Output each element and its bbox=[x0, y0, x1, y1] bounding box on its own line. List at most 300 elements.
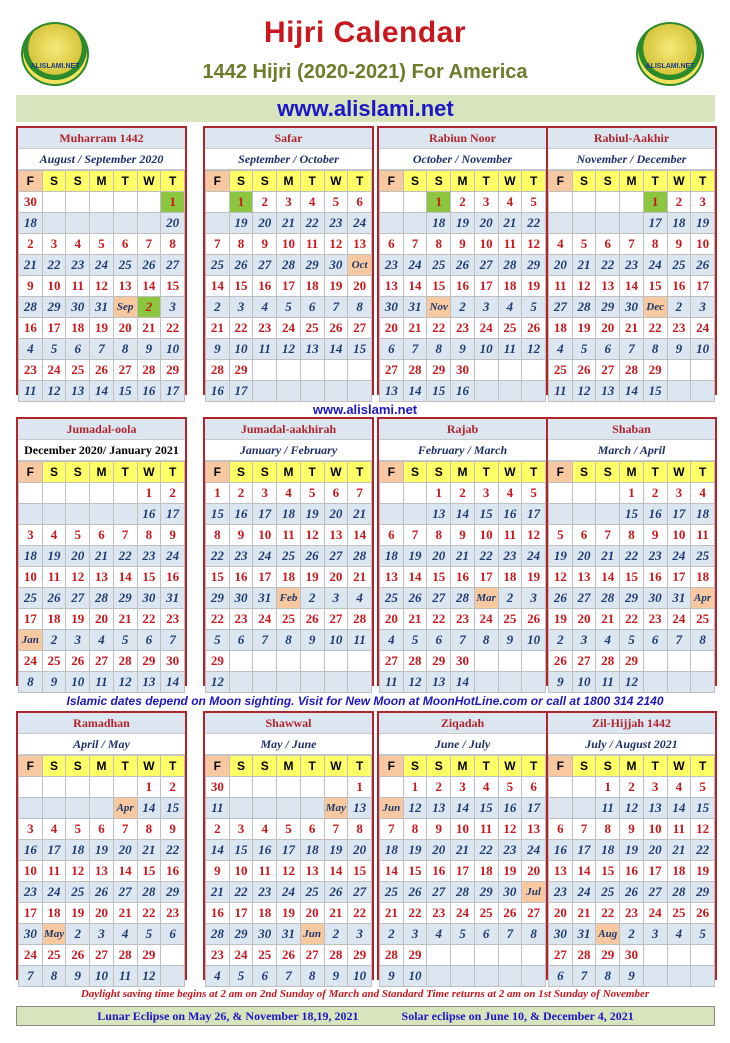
gregorian-day-cell: 15 bbox=[474, 504, 498, 525]
hijri-day-cell: 7 bbox=[596, 525, 620, 546]
weekday-header: W bbox=[498, 756, 522, 777]
gregorian-day-cell: 19 bbox=[549, 546, 573, 567]
gregorian-day-cell: 11 bbox=[19, 381, 43, 402]
gregorian-day-cell: 4 bbox=[90, 630, 114, 651]
month-name: Safar bbox=[205, 128, 372, 149]
weekday-header: F bbox=[380, 171, 404, 192]
hijri-day-cell bbox=[522, 651, 546, 672]
gregorian-day-cell bbox=[90, 798, 114, 819]
gregorian-day-cell: 13 bbox=[643, 798, 667, 819]
gregorian-day-cell: 8 bbox=[19, 672, 43, 693]
weekday-header: T bbox=[300, 756, 324, 777]
mid-website-link[interactable]: www.alislami.net bbox=[312, 402, 418, 417]
gregorian-day-cell: 13 bbox=[427, 672, 451, 693]
hijri-day-cell: 7 bbox=[380, 819, 404, 840]
hijri-day-cell: 15 bbox=[596, 861, 620, 882]
gregorian-day-cell: 19 bbox=[90, 840, 114, 861]
hijri-day-cell: 30 bbox=[19, 192, 43, 213]
gregorian-day-cell bbox=[19, 504, 43, 525]
hijri-day-cell: 6 bbox=[380, 525, 404, 546]
gregorian-day-cell: 14 bbox=[137, 798, 161, 819]
gregorian-months: June / July bbox=[379, 734, 546, 755]
hijri-day-cell: 1 bbox=[596, 777, 620, 798]
gregorian-day-cell: 23 bbox=[643, 546, 667, 567]
gregorian-week-row bbox=[19, 840, 185, 861]
hijri-day-cell bbox=[161, 945, 185, 966]
gregorian-day-cell: 24 bbox=[253, 546, 277, 567]
hijri-day-cell: 9 bbox=[643, 525, 667, 546]
hijri-day-cell: 26 bbox=[691, 903, 715, 924]
hijri-day-cell: 29 bbox=[403, 945, 427, 966]
weekday-header: F bbox=[19, 756, 43, 777]
gregorian-day-cell: 24 bbox=[161, 546, 185, 567]
hijri-day-cell: 11 bbox=[300, 234, 324, 255]
hijri-day-cell: 2 bbox=[667, 192, 691, 213]
gregorian-day-cell: 3 bbox=[572, 630, 596, 651]
hijri-day-cell: 19 bbox=[522, 567, 546, 588]
gregorian-day-cell: 5 bbox=[137, 924, 161, 945]
hijri-day-cell: 10 bbox=[691, 234, 715, 255]
gregorian-week-row bbox=[19, 255, 185, 276]
hijri-day-cell bbox=[596, 192, 620, 213]
gregorian-day-cell: 26 bbox=[42, 588, 66, 609]
weekday-header: F bbox=[380, 756, 404, 777]
gregorian-day-cell: 23 bbox=[19, 882, 43, 903]
hijri-day-cell: 5 bbox=[66, 525, 90, 546]
hijri-day-cell: 15 bbox=[206, 567, 230, 588]
gregorian-day-cell: 28 bbox=[19, 297, 43, 318]
gregorian-day-cell: Aug bbox=[596, 924, 620, 945]
gregorian-day-cell: 20 bbox=[427, 546, 451, 567]
hijri-day-cell: 15 bbox=[620, 567, 644, 588]
hijri-week-row bbox=[549, 609, 715, 630]
hijri-week-row bbox=[549, 525, 715, 546]
hijri-day-cell: 14 bbox=[572, 861, 596, 882]
gregorian-day-cell: 2 bbox=[300, 588, 324, 609]
gregorian-day-cell: 26 bbox=[90, 882, 114, 903]
gregorian-day-cell: 28 bbox=[90, 588, 114, 609]
gregorian-week-row bbox=[19, 213, 185, 234]
hijri-day-cell bbox=[229, 777, 253, 798]
gregorian-day-cell: 8 bbox=[113, 339, 137, 360]
gregorian-day-cell: 31 bbox=[572, 924, 596, 945]
gregorian-day-cell: 10 bbox=[66, 672, 90, 693]
hijri-day-cell: 4 bbox=[691, 483, 715, 504]
gregorian-day-cell bbox=[113, 504, 137, 525]
hijri-day-cell: 18 bbox=[42, 903, 66, 924]
gregorian-day-cell: 19 bbox=[403, 546, 427, 567]
hijri-day-cell: 5 bbox=[300, 483, 324, 504]
gregorian-day-cell: 6 bbox=[643, 630, 667, 651]
gregorian-day-cell: 17 bbox=[42, 840, 66, 861]
gregorian-day-cell: 6 bbox=[427, 630, 451, 651]
hijri-day-cell: 22 bbox=[643, 318, 667, 339]
gregorian-day-cell: 20 bbox=[324, 504, 348, 525]
hijri-day-cell: 17 bbox=[667, 567, 691, 588]
hijri-day-cell: 24 bbox=[19, 651, 43, 672]
hijri-day-cell: 23 bbox=[229, 609, 253, 630]
gregorian-day-cell bbox=[324, 381, 348, 402]
hijri-day-cell: 12 bbox=[66, 861, 90, 882]
gregorian-day-cell: 28 bbox=[451, 588, 475, 609]
hijri-day-cell bbox=[643, 651, 667, 672]
gregorian-week-row bbox=[549, 630, 715, 651]
gregorian-day-cell: 5 bbox=[277, 297, 301, 318]
hijri-day-cell bbox=[42, 192, 66, 213]
hijri-day-cell: 13 bbox=[549, 861, 573, 882]
gregorian-day-cell: 27 bbox=[66, 588, 90, 609]
hijri-day-cell: 26 bbox=[90, 360, 114, 381]
gregorian-day-cell: 25 bbox=[113, 255, 137, 276]
gregorian-week-row bbox=[19, 798, 185, 819]
gregorian-day-cell: 24 bbox=[522, 546, 546, 567]
weekday-header: S bbox=[66, 756, 90, 777]
hijri-day-cell: 29 bbox=[137, 945, 161, 966]
gregorian-day-cell: 21 bbox=[667, 840, 691, 861]
gregorian-day-cell: 12 bbox=[137, 966, 161, 987]
gregorian-day-cell: 4 bbox=[253, 297, 277, 318]
hijri-day-cell: 20 bbox=[348, 276, 372, 297]
gregorian-day-cell: 22 bbox=[474, 546, 498, 567]
gregorian-day-cell: 11 bbox=[498, 339, 522, 360]
alislami-logo-right[interactable] bbox=[636, 22, 704, 86]
hijri-day-cell: 20 bbox=[324, 567, 348, 588]
hijri-day-cell: 28 bbox=[113, 651, 137, 672]
hijri-day-cell: 18 bbox=[277, 567, 301, 588]
hijri-day-cell: 9 bbox=[19, 276, 43, 297]
hijri-day-cell: 7 bbox=[137, 234, 161, 255]
gregorian-day-cell: 14 bbox=[451, 798, 475, 819]
gregorian-week-row bbox=[380, 339, 546, 360]
hijri-day-cell: 11 bbox=[474, 819, 498, 840]
weekday-header: T bbox=[348, 462, 372, 483]
hijri-day-cell: 27 bbox=[572, 651, 596, 672]
hijri-day-cell: 2 bbox=[206, 819, 230, 840]
hijri-day-cell: 2 bbox=[451, 483, 475, 504]
gregorian-day-cell: 24 bbox=[42, 882, 66, 903]
gregorian-day-cell: 14 bbox=[451, 504, 475, 525]
weekday-header: S bbox=[596, 462, 620, 483]
gregorian-day-cell: 23 bbox=[324, 213, 348, 234]
gregorian-day-cell: 10 bbox=[161, 339, 185, 360]
gregorian-day-cell bbox=[572, 504, 596, 525]
solar-eclipse-note: Solar eclipse on June 10, & December 4, 2021 bbox=[401, 1009, 634, 1023]
gregorian-day-cell: 8 bbox=[474, 630, 498, 651]
gregorian-week-row bbox=[19, 672, 185, 693]
hijri-day-cell: 1 bbox=[403, 777, 427, 798]
gregorian-day-cell: 16 bbox=[549, 840, 573, 861]
hijri-day-cell: 12 bbox=[522, 525, 546, 546]
gregorian-day-cell: 3 bbox=[161, 297, 185, 318]
weekday-header: T bbox=[474, 462, 498, 483]
hijri-day-cell: 15 bbox=[348, 861, 372, 882]
gregorian-day-cell: 14 bbox=[206, 840, 230, 861]
gregorian-months: February / March bbox=[379, 440, 546, 461]
gregorian-day-cell bbox=[691, 672, 715, 693]
hijri-day-cell bbox=[498, 651, 522, 672]
gregorian-day-cell: 18 bbox=[19, 213, 43, 234]
gregorian-day-cell: 26 bbox=[229, 255, 253, 276]
gregorian-day-cell: 27 bbox=[643, 882, 667, 903]
gregorian-day-cell: 31 bbox=[667, 588, 691, 609]
website-link[interactable]: www.alislami.net bbox=[16, 95, 715, 122]
gregorian-day-cell: 24 bbox=[572, 882, 596, 903]
month-block bbox=[546, 711, 717, 983]
hijri-week-row bbox=[380, 276, 546, 297]
hijri-day-cell: 8 bbox=[161, 234, 185, 255]
hijri-day-cell: 26 bbox=[522, 318, 546, 339]
hijri-week-row bbox=[380, 945, 546, 966]
gregorian-day-cell: 30 bbox=[324, 255, 348, 276]
gregorian-day-cell: 11 bbox=[348, 630, 372, 651]
gregorian-day-cell: 7 bbox=[19, 966, 43, 987]
gregorian-day-cell: 8 bbox=[691, 630, 715, 651]
gregorian-day-cell: 7 bbox=[403, 339, 427, 360]
hijri-day-cell: 23 bbox=[667, 318, 691, 339]
hijri-day-cell bbox=[522, 945, 546, 966]
gregorian-day-cell: 19 bbox=[403, 840, 427, 861]
hijri-day-cell: 10 bbox=[667, 525, 691, 546]
hijri-day-cell: 24 bbox=[643, 903, 667, 924]
hijri-week-row bbox=[206, 192, 372, 213]
hijri-day-cell: 30 bbox=[620, 945, 644, 966]
hijri-day-cell: 6 bbox=[324, 483, 348, 504]
hijri-day-cell: 28 bbox=[596, 651, 620, 672]
gregorian-day-cell: 17 bbox=[253, 504, 277, 525]
hijri-day-cell: 1 bbox=[427, 483, 451, 504]
hijri-day-cell: 30 bbox=[161, 651, 185, 672]
gregorian-day-cell: 15 bbox=[643, 381, 667, 402]
hijri-day-cell: 19 bbox=[300, 567, 324, 588]
gregorian-day-cell bbox=[206, 213, 230, 234]
gregorian-day-cell: 26 bbox=[620, 882, 644, 903]
hijri-day-cell: 2 bbox=[229, 483, 253, 504]
hijri-day-cell: 27 bbox=[113, 360, 137, 381]
hijri-day-cell: 7 bbox=[113, 525, 137, 546]
gregorian-day-cell: 4 bbox=[113, 924, 137, 945]
gregorian-day-cell bbox=[66, 213, 90, 234]
gregorian-day-cell: 27 bbox=[161, 255, 185, 276]
hijri-day-cell: 2 bbox=[643, 483, 667, 504]
gregorian-day-cell: 25 bbox=[427, 255, 451, 276]
gregorian-day-cell: 22 bbox=[596, 255, 620, 276]
hijri-day-cell: 1 bbox=[348, 777, 372, 798]
hijri-day-cell: 28 bbox=[380, 945, 404, 966]
hijri-day-cell: 30 bbox=[451, 651, 475, 672]
hijri-day-cell: 7 bbox=[403, 234, 427, 255]
gregorian-day-cell: 24 bbox=[643, 255, 667, 276]
hijri-day-cell bbox=[113, 777, 137, 798]
weekday-header: F bbox=[549, 756, 573, 777]
gregorian-week-row bbox=[549, 255, 715, 276]
hijri-day-cell: 16 bbox=[161, 567, 185, 588]
month-block bbox=[377, 126, 548, 398]
hijri-day-cell: 20 bbox=[113, 318, 137, 339]
gregorian-day-cell: 14 bbox=[620, 381, 644, 402]
gregorian-day-cell: 10 bbox=[572, 672, 596, 693]
gregorian-week-row bbox=[380, 840, 546, 861]
hijri-week-row bbox=[380, 609, 546, 630]
hijri-day-cell: 26 bbox=[300, 609, 324, 630]
hijri-day-cell: 4 bbox=[42, 525, 66, 546]
gregorian-day-cell: 12 bbox=[522, 339, 546, 360]
gregorian-day-cell: 28 bbox=[348, 546, 372, 567]
gregorian-day-cell bbox=[90, 213, 114, 234]
hijri-day-cell: 4 bbox=[474, 777, 498, 798]
gregorian-day-cell: 12 bbox=[42, 381, 66, 402]
gregorian-day-cell: 10 bbox=[90, 966, 114, 987]
gregorian-day-cell bbox=[667, 381, 691, 402]
hijri-day-cell: 20 bbox=[90, 609, 114, 630]
hijri-day-cell: 24 bbox=[42, 360, 66, 381]
gregorian-months: August / September 2020 bbox=[18, 149, 185, 170]
gregorian-day-cell bbox=[427, 966, 451, 987]
hijri-week-row bbox=[19, 234, 185, 255]
hijri-day-cell: 11 bbox=[549, 276, 573, 297]
hijri-week-row bbox=[19, 609, 185, 630]
hijri-day-cell bbox=[137, 192, 161, 213]
weekday-header: T bbox=[643, 462, 667, 483]
hijri-day-cell: 9 bbox=[620, 819, 644, 840]
hijri-day-cell: 14 bbox=[403, 567, 427, 588]
gregorian-day-cell: 29 bbox=[161, 882, 185, 903]
gregorian-day-cell bbox=[300, 672, 324, 693]
gregorian-day-cell bbox=[498, 381, 522, 402]
hijri-week-row bbox=[19, 861, 185, 882]
gregorian-day-cell: 6 bbox=[229, 630, 253, 651]
hijri-day-cell bbox=[253, 360, 277, 381]
month-name: Jumadal-aakhirah bbox=[205, 419, 372, 440]
gregorian-day-cell: 16 bbox=[206, 381, 230, 402]
gregorian-day-cell: 4 bbox=[549, 339, 573, 360]
hijri-day-cell: 5 bbox=[549, 525, 573, 546]
gregorian-day-cell: 10 bbox=[474, 339, 498, 360]
month-table bbox=[548, 461, 715, 693]
hijri-day-cell: 28 bbox=[206, 360, 230, 381]
gregorian-day-cell: 27 bbox=[113, 882, 137, 903]
gregorian-day-cell: 30 bbox=[19, 924, 43, 945]
hijri-day-cell bbox=[380, 192, 404, 213]
gregorian-day-cell: 26 bbox=[137, 255, 161, 276]
gregorian-day-cell: 12 bbox=[113, 672, 137, 693]
hijri-day-cell: 26 bbox=[498, 903, 522, 924]
page-subtitle: 1442 Hijri (2020-2021) For America bbox=[202, 61, 528, 83]
gregorian-day-cell: 20 bbox=[549, 255, 573, 276]
hijri-day-cell: 22 bbox=[596, 903, 620, 924]
gregorian-day-cell: 2 bbox=[667, 297, 691, 318]
gregorian-day-cell: 21 bbox=[451, 840, 475, 861]
hijri-week-row bbox=[206, 234, 372, 255]
gregorian-day-cell: 6 bbox=[161, 924, 185, 945]
gregorian-day-cell: 25 bbox=[277, 546, 301, 567]
hijri-day-cell: 26 bbox=[549, 651, 573, 672]
hijri-day-cell: 19 bbox=[691, 861, 715, 882]
gregorian-week-row bbox=[380, 381, 546, 402]
gregorian-day-cell: 30 bbox=[380, 297, 404, 318]
gregorian-day-cell: 30 bbox=[253, 924, 277, 945]
hijri-day-cell: 5 bbox=[90, 234, 114, 255]
gregorian-day-cell: 9 bbox=[206, 339, 230, 360]
hijri-day-cell bbox=[66, 483, 90, 504]
hijri-day-cell: 19 bbox=[66, 609, 90, 630]
hijri-day-cell: 24 bbox=[474, 318, 498, 339]
month-table bbox=[379, 170, 546, 402]
hijri-day-cell: 13 bbox=[380, 276, 404, 297]
gregorian-day-cell: 19 bbox=[620, 840, 644, 861]
gregorian-day-cell: 18 bbox=[380, 840, 404, 861]
hijri-day-cell bbox=[380, 777, 404, 798]
gregorian-week-row bbox=[206, 672, 372, 693]
hijri-day-cell: 10 bbox=[643, 819, 667, 840]
gregorian-day-cell: 2 bbox=[549, 630, 573, 651]
hijri-day-cell: 11 bbox=[498, 525, 522, 546]
gregorian-day-cell: 4 bbox=[348, 588, 372, 609]
hijri-day-cell: 12 bbox=[90, 276, 114, 297]
month-table bbox=[548, 170, 715, 402]
hijri-day-cell bbox=[19, 483, 43, 504]
hijri-week-row bbox=[206, 903, 372, 924]
hijri-day-cell: 16 bbox=[161, 861, 185, 882]
hijri-week-row bbox=[549, 318, 715, 339]
hijri-day-cell: 6 bbox=[522, 777, 546, 798]
hijri-day-cell: 29 bbox=[427, 360, 451, 381]
hijri-day-cell bbox=[300, 777, 324, 798]
month-name: Shaban bbox=[548, 419, 715, 440]
hijri-day-cell: 27 bbox=[522, 903, 546, 924]
month-table bbox=[18, 755, 185, 987]
gregorian-day-cell: 19 bbox=[324, 840, 348, 861]
hijri-day-cell: 8 bbox=[348, 819, 372, 840]
hijri-day-cell: 5 bbox=[572, 234, 596, 255]
gregorian-day-cell: 7 bbox=[161, 630, 185, 651]
gregorian-day-cell: 9 bbox=[451, 339, 475, 360]
hijri-day-cell: 28 bbox=[348, 609, 372, 630]
gregorian-day-cell: 18 bbox=[66, 840, 90, 861]
hijri-day-cell: 8 bbox=[427, 525, 451, 546]
hijri-day-cell: 25 bbox=[277, 609, 301, 630]
gregorian-day-cell: 21 bbox=[498, 213, 522, 234]
month-block bbox=[377, 417, 548, 689]
gregorian-week-row bbox=[380, 504, 546, 525]
hijri-day-cell bbox=[277, 777, 301, 798]
hijri-day-cell: 21 bbox=[113, 903, 137, 924]
hijri-day-cell: 11 bbox=[42, 861, 66, 882]
hijri-week-row bbox=[19, 903, 185, 924]
hijri-day-cell: 9 bbox=[451, 525, 475, 546]
hijri-day-cell: 4 bbox=[549, 234, 573, 255]
hijri-day-cell: 29 bbox=[348, 945, 372, 966]
hijri-day-cell: 15 bbox=[403, 861, 427, 882]
gregorian-day-cell bbox=[474, 672, 498, 693]
gregorian-week-row bbox=[380, 213, 546, 234]
hijri-day-cell bbox=[253, 777, 277, 798]
hijri-day-cell: 25 bbox=[498, 318, 522, 339]
gregorian-day-cell bbox=[348, 381, 372, 402]
gregorian-day-cell: 8 bbox=[277, 630, 301, 651]
month-table bbox=[18, 170, 185, 402]
hijri-day-cell: 6 bbox=[90, 525, 114, 546]
hijri-day-cell: 11 bbox=[277, 525, 301, 546]
weekday-header: S bbox=[572, 462, 596, 483]
weekday-header: F bbox=[19, 462, 43, 483]
hijri-day-cell: 22 bbox=[137, 903, 161, 924]
gregorian-week-row bbox=[380, 672, 546, 693]
gregorian-day-cell: 14 bbox=[90, 381, 114, 402]
hijri-day-cell: 5 bbox=[277, 819, 301, 840]
gregorian-day-cell: 19 bbox=[451, 213, 475, 234]
hijri-day-cell: 4 bbox=[277, 483, 301, 504]
hijri-day-cell bbox=[549, 192, 573, 213]
